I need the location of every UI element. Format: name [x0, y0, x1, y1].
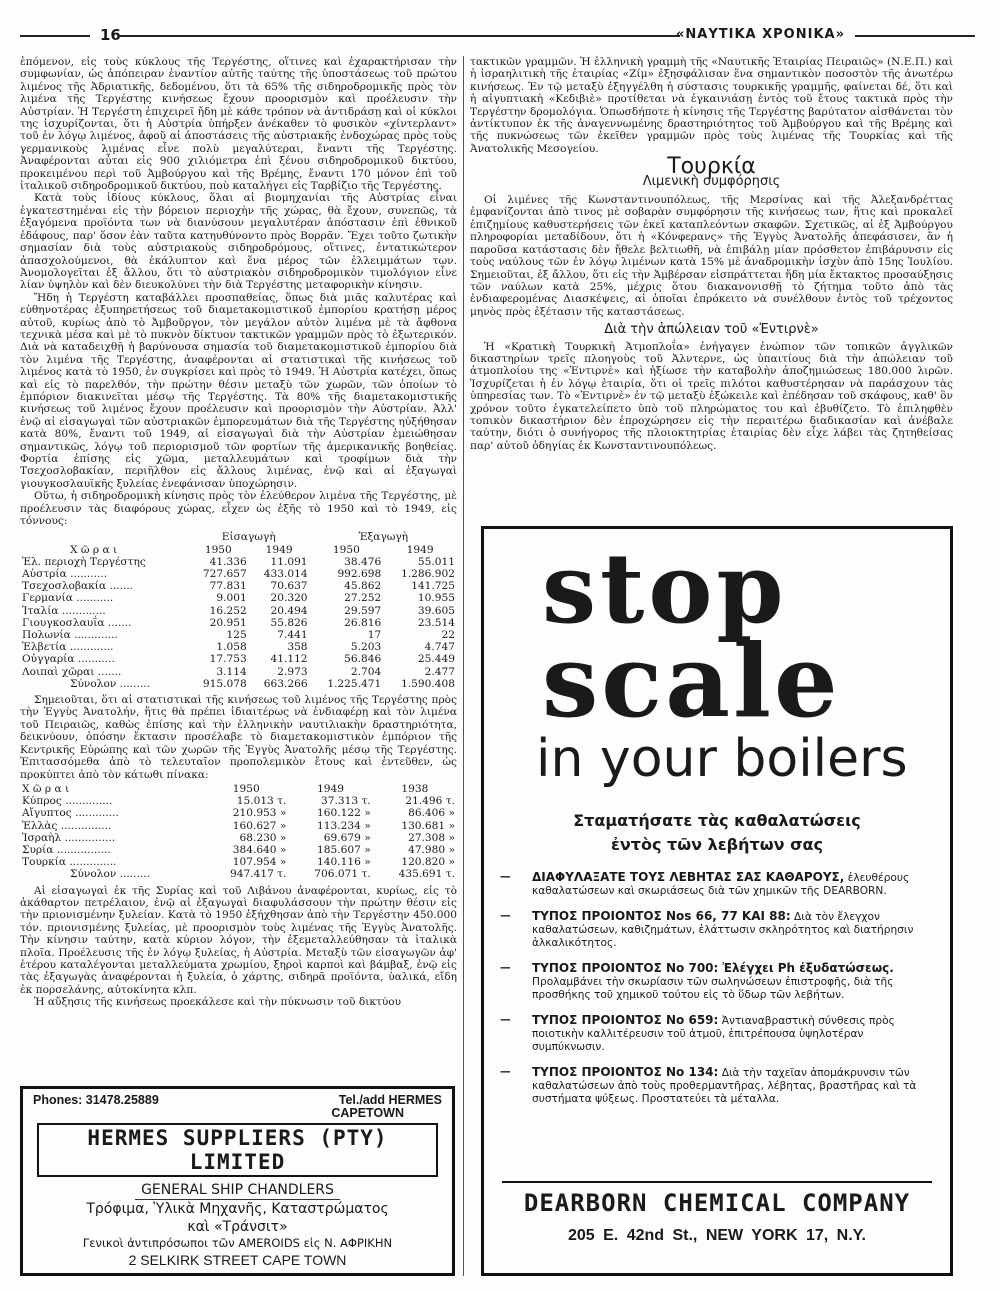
table-cell: 2.704: [350, 665, 382, 678]
header-rule-right: [855, 35, 975, 37]
near-east-table: [20, 783, 457, 881]
table-cell: 2.477: [424, 665, 455, 678]
item-body: ἐλευθέρους καθαλατώσεων καὶ σκωριάσεως διὰ τῶν χημικῶν τῆς DEARBORN.: [532, 872, 910, 897]
section-subheading: Διὰ τὴν ἀπώλειαν τοῦ «Ἐντιρνὲ»: [604, 322, 819, 338]
table-cell: 27.252: [344, 592, 382, 605]
table-cell: 727.657: [202, 568, 247, 581]
table-cell: 141.725: [411, 580, 455, 593]
table-cell: 20.951: [209, 616, 247, 629]
ad-company-block: [502, 1181, 932, 1245]
table-cell: Ἑλλὰς ...............: [22, 819, 112, 832]
item-body: Διὰ τὴν ταχεῖαν ἀπομάκρυνσιν τῶν καθαλατώσεων ἀπὸ τοὺς προθερμαντῆρας, λέβητας, βραστῆρας καὶ τὰ συστήματα ψύξεως. Προστατεύει τὰ μέταλλα.: [532, 1067, 917, 1105]
table-cell: 47.980 »: [408, 843, 455, 856]
table-row: [20, 653, 457, 665]
table-cell: 17: [367, 629, 382, 642]
table-cell: Σύνολον .........: [70, 868, 150, 881]
table-row: [20, 629, 457, 641]
table-cell: 7.441: [277, 629, 308, 642]
table-cell: Ἑλβετία .............: [22, 641, 114, 654]
table-cell: 20.320: [270, 592, 308, 605]
table-cell: 160.122 »: [317, 807, 371, 820]
year-header: 1950: [204, 543, 232, 556]
page-header: [20, 26, 975, 46]
paragraph: Ἡ «Κρατικὴ Τουρκικὴ Ἀτμοπλοΐα» ἐνήγαγεν ἐνώπιον τῶν τοπικῶν ἀγγλικῶν δικαστηρίων τρεῖς πλοηγοὺς τοῦ Ἀλντερνε, ὡς ὑπαιτίους διὰ τὴν ἀπώλειαν τοῦ ἀτμοπλοίου της «Ἐντιρνὲ» καὶ ἠξίωσε τὴν καταβολὴν ἀποζημιώσεως 180.000 λιρῶν. Ἰσχυρίζεται ἡ ἐν λόγῳ ἑταιρία, ὅτι οἱ τρεῖς πιλότοι καθυστέρησαν νὰ παράσχουν τὰς ὑπηρεσίας των. Τὸ «Ἐντιρνὲ» ἐν τῷ μεταξὺ ἐξώκειλε καὶ ἐπέδησαν τοῦ σκάφους, καθ' ὃν χρόνον τοῦτο ἐγκατελείπετο ὑπὸ τοῦ πληρώματος του καὶ ἐβυθίζετο. Τὸ ἐπιληφθὲν τοπικὸν δικαστήριον δὲν ἐπροχώρησεν εἰς τὴν περαιτέρω διαδικασίαν καὶ ἀνέβαλε ταύτην, διότι ὁ συνήγορος τῆς πλοιοκτητρίας ἑταιρίας δὲν εἶχε λάβει τὰς ζητηθείσας παρ' αὐτοῦ ὁδηγίας ἐκ Κωνσταντινουπόλεως.: [470, 340, 953, 452]
ad-phones: Phones: 31478.25889: [33, 1093, 159, 1107]
table-cell: Γιουγκοσλαυΐα .......: [22, 616, 132, 629]
ad-text: Γενικοὶ ἀντιπρόσωποι τῶν AMEROIDS εἰς Ν. ΑΦΡΙΚΗΝ: [82, 1236, 393, 1250]
table-cell: 86.406 »: [408, 807, 455, 820]
table-cell: 9.001: [216, 592, 247, 605]
ad-product-list: [500, 871, 928, 1118]
table-cell: 2.973: [277, 665, 308, 678]
table-cell: 27.308 »: [408, 831, 455, 844]
table-cell: 15.013 τ.: [236, 795, 287, 808]
rail-traffic-table: [20, 531, 457, 690]
header-rule-middle: [120, 35, 680, 37]
table-cell: 140.116 »: [317, 856, 371, 869]
column-divider: [463, 56, 464, 1276]
table-cell: 1.058: [216, 641, 247, 654]
table-cell: 37.313 τ.: [321, 795, 371, 808]
table-cell: 706.071 τ.: [314, 868, 371, 881]
paragraph: Οὕτω, ἡ σιδηροδρομικὴ κίνησις πρὸς τὸν ἐλεύθερον λιμένα τῆς Τεργέστης, μὲ προέλευσιν τὰς διαφόρους χώρας, εἶχεν ὡς ἑξῆς τὸ 1950 καὶ τὸ 1949, εἰς τόννους:: [20, 490, 457, 528]
table-cell: 16.252: [209, 604, 247, 617]
dash-mark: —: [500, 1014, 511, 1026]
column-header-import: Εἰσαγωγὴ: [221, 531, 276, 544]
ad-greek-line: Σταματήσατε τὰς καθαλατώσεις: [573, 811, 861, 830]
item-title: ΔΙΑΦΥΛΑΞΑΤΕ ΤΟΥΣ ΛΕΒΗΤΑΣ ΣΑΣ ΚΑΘΑΡΟΥΣ,: [532, 870, 845, 884]
table-cell: 384.640 »: [232, 843, 287, 856]
ad-headline-scale: scale: [542, 622, 841, 740]
year-header: 1949: [317, 782, 345, 795]
year-header: 1950: [332, 543, 360, 556]
table-row: [20, 832, 457, 844]
table-cell: 56.846: [344, 653, 382, 666]
table-cell: 38.476: [344, 555, 382, 568]
table-cell: 70.637: [270, 580, 308, 593]
table-cell: 3.114: [216, 665, 247, 678]
ad-company-name: HERMES SUPPLIERS (PTY) LIMITED: [37, 1123, 438, 1177]
table-cell: 435.691 τ.: [398, 868, 455, 881]
paragraph: Σημειοῦται, ὅτι αἱ στατιστικαὶ τῆς κινήσεως τοῦ λιμένος τῆς Τεργέστης πρὸς τὴν Ἐγγὺς Ἀνατολήν, ἥτις θὰ πρέπει ἰδιαιτέρως νὰ ἐνδιαφέρῃ καὶ τὸν λιμένα τοῦ Πειραιῶς, καθὼς ἐπίσης καὶ τὴν ἑλληνικὴν ναυτιλιακὴν δραστηριότητα, δεικνύουν, ὁπόσην ἔκτασιν προσέλαβε τὸ διαμετακομιστικὸν ἐμπόριον τῆς Κεντρικῆς Εὐρώπης καὶ τῶν χωρῶν τῆς Ἐγγὺς Ἀνατολῆς μέσῳ τῆς Τεργέστης. Ἐπιτασσόμεθα ἀπὸ τὸ τελευταῖον προπολεμικὸν ἔτους καὶ ἐντεῦθεν, ὡς προκύπτει ἀπὸ τὸν κάτωθι πίνακα:: [20, 694, 457, 781]
item-title: ΤΥΠΟΣ ΠΡΟΙΟΝΤΟΣ Νο 659:: [532, 1013, 719, 1027]
table-cell: 1.225.471: [327, 677, 382, 690]
table-cell: 26.816: [344, 616, 382, 629]
table-cell: 113.234 »: [317, 819, 371, 832]
paragraph: Ἡ αὔξησις τῆς κινήσεως προεκάλεσε καὶ τὴν πύκνωσιν τοῦ δικτύου: [34, 996, 402, 1009]
page-number: 16: [100, 26, 121, 44]
ad-contact-row: [23, 1089, 452, 1107]
table-cell: Πολωνία .............: [22, 629, 118, 642]
dash-mark: —: [500, 910, 511, 922]
ad-text: καὶ «Τράνσιτ»: [187, 1219, 288, 1235]
list-item: [500, 1066, 928, 1106]
ad-address: 2 SELKIRK STREET CAPE TOWN: [128, 1252, 347, 1268]
ad-address: 205 E. 42nd St., NEW YORK 17, N.Y.: [567, 1227, 866, 1244]
table-cell: 4.747: [424, 641, 455, 654]
section-subheading: Λιμενικὴ συμφόρησις: [642, 173, 781, 189]
item-body: Ἀντιαναβραστικὴ σύνθεσις πρὸς ποιοτικὴν καλλιτέρευσιν τοῦ ἀτμοῦ, ἐπιτρέπουσα ὑψηλοτέραν συμπύκνωσιν.: [532, 1015, 895, 1053]
list-item-text: [532, 871, 928, 898]
year-header: 1950: [232, 782, 260, 795]
table-cell: 45.862: [344, 580, 382, 593]
column-header-export: Ἐξαγωγὴ: [358, 531, 409, 544]
table-header-row: [20, 783, 457, 795]
table-row: [20, 605, 457, 617]
table-cell: 160.627 »: [232, 819, 287, 832]
table-cell: Ἰσραὴλ ...............: [22, 831, 116, 844]
table-cell: 77.831: [209, 580, 247, 593]
right-column: [470, 56, 953, 452]
table-cell: 29.597: [344, 604, 382, 617]
table-row: [20, 556, 457, 568]
section-heading: Τουρκία: [667, 154, 756, 180]
table-row: [20, 856, 457, 868]
ad-greek-line: ἐντὸς τῶν λεβήτων σας: [610, 835, 824, 854]
table-cell: Γερμανία ...........: [22, 592, 114, 605]
paragraph: Κατὰ τοὺς ἰδίους κύκλους, ὅλαι αἱ βιομηχανίαι τῆς Αὐστρίας εἶναι ἐγκατεστημέναι εἰς τὴν βόρειον περιοχὴν τῆς χώρας, θὰ ἔχουν, συνεπῶς, τὰ ἐξαγόμενα προϊόντα των νὰ διανύσουν μεγαλυτέραν ἀπόστασιν ἐπὶ ἐθνικοῦ ἐδάφους, παρ' ὅσον ἐὰν ταῦτα κατηυθύνοντο πρὸς Βορρᾶν. Ἔχει τοῦτο ζωτικὴν σημασίαν διὰ τοὺς αὐστριακοὺς σιδηροδρόμους, οἵτινες, ἐντατικώτερον ἀπασχολούμενοι, θὰ ἐκάλυπτον καὶ ἕνα μέρος τῶν ἐλλειμμάτων των. Ἀνομολογεῖται ἐξ ἄλλου, ὅτι τὸ αὐστριακὸν σιδηροδρομικὸν τιμολόγιον εἶνε λίαν ὑψηλὸν καὶ δὲν διευκολύνει τὴν διὰ Τεργέστης μεταφορικὴν κίνησιν.: [20, 192, 457, 292]
left-column: [20, 56, 457, 1009]
list-item-text: [532, 962, 928, 1002]
column-header-country: Χ ῶ ρ α ι: [70, 543, 118, 556]
list-item-text: [532, 910, 928, 950]
list-item-text: [532, 1014, 928, 1054]
table-cell: Αὐστρία ...........: [22, 568, 108, 581]
table-row: [20, 807, 457, 819]
table-cell: 1.590.408: [401, 677, 455, 690]
table-cell: 25.449: [417, 653, 455, 666]
item-title: ΤΥΠΟΣ ΠΡΟΙΟΝΤΟΣ Νο 700: Ἐλέγχει Ph ἐξυδατώσεως.: [532, 961, 894, 975]
table-total-row: [20, 868, 457, 880]
table-cell: Λοιπαὶ χῶραι .......: [22, 665, 122, 678]
table-cell: 120.820 »: [401, 856, 455, 869]
table-cell: 11.091: [270, 555, 308, 568]
table-row: [20, 568, 457, 580]
section-loss: [470, 324, 953, 336]
table-cell: 125: [226, 629, 247, 642]
table-cell: 185.607 »: [317, 843, 371, 856]
paragraph: Οἱ λιμένες τῆς Κωνσταντινουπόλεως, τῆς Μερσίνας καὶ τῆς Ἀλεξανδρέττας ἐμφανίζονται ἀπὸ τινος μὲ σοβαρὰν συμφόρησιν τῆς κινήσεως των, ἥτις καὶ προκαλεῖ ἐπιζημίους καθυστερήσεις τῶν ἐκεῖ καταπλεόντων σκαφῶν. Σχετικῶς, αἱ ἐξ Ἀμβούργου πληροφορίαι μεταδίδουν, ὅτι ἡ «Κόνφερανς» τῆς Ἐγγὺς Ἀνατολῆς ἀπεφάσισεν, ἂν ἡ παροῦσα κατάστασις δὲν ἤθελε βελτιωθῆ, νὰ ἐπιβάλῃ μίαν πρόσθετον ἐπιβάρυνσιν εἰς τοὺς ναύλους τῶν ἐν λόγῳ λιμένων κατὰ 15% μὲ ἀναδρομικὴν ἰσχὺν ἀπὸ 15ης Ἰουλίου. Σημειοῦται, ἐξ ἄλλου, ὅτι εἰς τὴν Ἀμβέρσαν εἰσπράττεται ἤδη μία ἔκτακτος προσαύξησις τῶν ναύλων κατὰ 25%, μέχρις ὅτου διακανονισθῇ τὸ ζήτημα τοῦτο ἀπὸ τὰς ἐνδιαφερομένας Διασκέψεις, αἱ ὁποῖαι ἐπρόκειτο νὰ συνέλθουν ἐντὸς τοῦ τρέχοντος μηνὸς πρὸς ἐξέτασιν τῆς καταστάσεως.: [470, 194, 953, 318]
table-row: [20, 820, 457, 832]
ad-text: Τρόφιμα, Ὑλικὰ Μηχανῆς, Καταστρώματος: [86, 1201, 389, 1217]
table-cell: Ἐλ. περιοχὴ Τεργέστης: [22, 555, 146, 568]
ad-cable-city: CAPETOWN: [331, 1106, 404, 1120]
table-cell: 22: [441, 629, 455, 642]
table-cell: 915.078: [202, 677, 247, 690]
table-cell: 663.266: [263, 677, 308, 690]
table-row: [20, 666, 457, 678]
ad-greek-headline: [484, 809, 950, 857]
table-cell: 992.698: [337, 568, 382, 581]
table-row: [20, 617, 457, 629]
table-cell: 5.203: [350, 641, 382, 654]
table-cell: 55.826: [270, 616, 308, 629]
table-cell: Αἴγυπτος .............: [22, 807, 119, 820]
hermes-advertisement: [20, 1086, 455, 1276]
table-cell: 107.954 »: [232, 856, 287, 869]
ad-tagline: GENERAL SHIP CHANDLERS: [135, 1181, 340, 1200]
ad-headline-stop: stop: [542, 532, 788, 645]
table-cell: Τουρκία ..............: [22, 856, 117, 869]
table-cell: 69.679 »: [323, 831, 371, 844]
dash-mark: —: [500, 962, 511, 974]
table-cell: 68.230 »: [239, 831, 287, 844]
magazine-title: «ΝΑΥΤΙΚΑ ΧΡΟΝΙΚΑ»: [676, 27, 845, 42]
table-cell: 210.953 »: [232, 807, 287, 820]
table-cell: 39.605: [417, 604, 455, 617]
table-cell: 358: [287, 641, 308, 654]
ad-cable-address: Tel./add HERMES: [338, 1093, 442, 1107]
table-row: [20, 641, 457, 653]
header-rule-left: [20, 35, 90, 37]
table-row: [20, 592, 457, 604]
year-header: 1938: [401, 782, 429, 795]
table-header-row: [20, 544, 457, 556]
list-item: [500, 962, 928, 1002]
table-cell: 947.417 τ.: [230, 868, 287, 881]
table-cell: 433.014: [263, 568, 308, 581]
table-cell: 1.286.902: [401, 568, 455, 581]
table-cell: 21.496 τ.: [405, 795, 455, 808]
table-cell: Κύπρος ..............: [22, 795, 113, 808]
section-turkey: [470, 154, 953, 189]
year-header: 1949: [406, 543, 434, 556]
paragraph: τακτικῶν γραμμῶν. Ἡ ἑλληνικὴ γραμμὴ τῆς «Ναυτικῆς Ἑταιρίας Πειραιῶς» (Ν.Ε.Π.) καὶ ἡ ἰσραηλιτικὴ τῆς ἑταιρίας «Ζίμ» ἐξησφάλισαν ἕνα σημαντικὸν ποσοστὸν τῆς ἀνωτέρω κινήσεως. Ἐν τῷ μεταξὺ ἐξηγγέλθη ἡ σύστασις τουρκικῆς γραμμῆς, φαίνεται δέ, ὅτι καὶ ἡ αἰγυπτιακὴ «Κεδιβιὲ» προτίθεται νὰ ἐγκαινιάσῃ ἐντὸς τοῦ ἔτους τακτικὰ πρὸς τὴν Τεργέστην δρομολόγια. Ὁπωσδήποτε ἡ κίνησις τῆς Τεργέστης βαρύτατον αἰσθάνεται τὸν ἀντίκτυπον ἐκ τῆς ἀναγεννωμένης δραστηριότητος τοῦ Ἀμβούργου καὶ τῆς Βρέμης καὶ τῆς πυκνώσεως τῶν ἐκεῖθεν γραμμῶν πρὸς τοὺς λιμένας τῆς Τουρκίας καὶ τῆς Ἀνατολικῆς Μεσογείου.: [470, 56, 953, 155]
table-cell: Οὐγγαρία ...........: [22, 653, 115, 666]
table-row: [20, 580, 457, 592]
list-item: [500, 910, 928, 950]
dash-mark: —: [500, 1066, 511, 1078]
dash-mark: —: [500, 871, 511, 883]
table-cell: Σύνολον .........: [70, 677, 150, 690]
item-body: Διὰ τὸν ἔλεγχον καθαλατώσεων, καθιζημάτων, ἐλάττωσιν σκληρότητος καὶ διατήρησιν ἀλκαλικότητος.: [532, 911, 914, 949]
item-body: Προλαμβάνει τὴν σκωρίασιν τῶν σωληνώσεων ἐπιστροφῆς, διὰ τῆς προσθήκης τοῦ χημικοῦ τούτου εἰς τὸ ὕδωρ τῶν λεβήτων.: [532, 976, 894, 1001]
dearborn-advertisement: [481, 526, 953, 1276]
ad-company-name: DEARBORN CHEMICAL COMPANY: [523, 1189, 911, 1217]
table-row: [20, 795, 457, 807]
table-cell: Τσεχοσλοβακία .......: [22, 580, 134, 593]
table-cell: Συρία ................: [22, 843, 111, 856]
paragraph: Αἱ εἰσαγωγαὶ ἐκ τῆς Συρίας καὶ τοῦ Λιβάνου ἀναφέρονται, κυρίως, εἰς τὸ ἀκάθαρτον πετρέλαιον, ἐνῷ αἱ ἐξαγωγαὶ διαφυλάσσουν τὴν πρώτην θέσιν εἰς τὴν πριονισμένην ξυλείαν. Κατὰ τὸ 1950 ἐξήχθησαν ἀπὸ τὴν Τεργέστην 450.000 τόν. πριονισμένης ξυλείας, μὲ προορισμὸν τοὺς λιμένας τῆς Ἐγγὺς Ἀνατολῆς. Τὴν κίνησιν ταύτην, κατὰ κύριον λόγον, τὴν ἐξεμεταλλεύθησαν τὰ ἰταλικὰ πλοῖα. Προέλευσις τῆς ἐν λόγῳ ξυλείας, ἡ Αὐστρία. Μεταξὺ τῶν εἰσαγωγῶν ἀφ' ἑτέρου καταλέγονται μεταλλεύματα χρωμίου, ξηροὶ καρποὶ καὶ βάμβαξ, ἐνῷ εἰς τὰς ἐξαγωγὰς ἀναφέρονται ἡ ξυλεία, ὁ χάρτης, σιδηρᾶ προϊόντα, ὑαλικά, εἴδη ἐκ πορσελάνης, αὐτοκίνητα κλπ.: [20, 884, 457, 996]
table-total-row: [20, 678, 457, 690]
list-item-text: [532, 1066, 928, 1106]
paragraph: ἑπόμενον, εἰς τοὺς κύκλους τῆς Τεργέστης, οἵτινες καὶ ἐχαρακτήρισαν τὴν συμφωνίαν, ὡς ἀπόπειραν ἐναντίον αὐτῆς ταύτης τῆς ὑποστάσεως τοῦ πρώτου λιμένος τῆς Ἀδριατικῆς, δεδομένου, ὅτι τὰ 65% τῆς σιδηροδρομικῆς πρὸς τὸν λιμένα τῆς Τεργέστης κινήσεως ἔχουν προορισμὸν καὶ προέλευσιν τὴν Αὐστρίαν. Ἡ Τεργέστη ἐπιχειρεῖ ἤδη μὲ κάθε τρόπον νὰ ἀντιδράσῃ καὶ οἱ κύκλοι της ἰσχυρίζονται, ὅτι ἡ Αὐστρία ὑπήρξεν ἀνέκαθεν τὸ φυσικὸν «χίντερλαντ» τοῦ ἐν λόγῳ λιμένος, ἀφοῦ αἱ ἀποστάσεις τῆς αὐστριακῆς ἐνδοχώρας πρὸς τοὺς γερμανικοὺς λιμένας εἶνε πολὺ μεγαλύτεραι, ἔναντι τῆς Τεργέστης. Ἀναφέρονται αὗται εἰς 900 χιλιόμετρα ἐπὶ ξένου σιδηροδρομικοῦ δικτύου, προκειμένου περὶ τοῦ Ἀμβούργου καὶ τῆς Βρέμης, ἔναντι 170 μόνον ἐπὶ τοῦ ἰταλικοῦ σιδηροδρομικοῦ δικτύου, ποὺ καταλήγει εἰς Ταρβίζιο τῆς Τεργέστης.: [20, 56, 457, 193]
table-cell: 41.336: [209, 555, 247, 568]
table-cell: 17.753: [209, 653, 247, 666]
paragraph: Ἤδη ἡ Τεργέστη καταβάλλει προσπαθείας, ὅπως διὰ μιᾶς καλυτέρας καὶ εὐθηνοτέρας ἐξυπηρετήσεως τοῦ διαμετακομιστικοῦ ἐμπορίου κρατήσῃ μέρος αὐτοῦ, κυρίως ἀπὸ τὸ Ἀμβοῦργον, τὸν μεγάλον αὐτὸν λιμένα μὲ τὰ ἄφθονα τεχνικὰ μέσα καὶ μὲ τὸ πυκνὸν δίκτυον τακτικῶν γραμμῶν πρὸς τὸ ἐξωτερικόν. Διὰ νὰ καταδειχθῇ ἡ βαρύνουσα σημασία τοῦ διαμετακομιστικοῦ ἐμπορίου διὰ τὸν λιμένα τῆς Τεργέστης, ἀναφέρονται αἱ στατιστικαὶ τῆς κινήσεως τοῦ λιμένος κατὰ τὸ 1950, ἐν συγκρίσει καὶ πρὸς τὸ 1949. Ἡ Αὐστρία κατέχει, ὅπως καὶ εἰς τὸ παρελθόν, τὴν πρώτην θέσιν μεταξὺ τῶν χωρῶν, τῶν ὁποίων τὸ ἐμπόριον διακινεῖται μέσῳ τῆς Τεργέστης. Τὰ 80% τῆς διαμετακομιστικῆς κινήσεως τοῦ λιμένος ἔχουν προέλευσιν καὶ προορισμὸν τὴν Αὐστρίαν. Ἀλλ' ἐνῷ αἱ εἰσαγωγαὶ τῶν αὐστριακῶν ἐμπορευμάτων διὰ τῆς Τεργέστης ηὐξήθησαν κατὰ 80%, ἔναντι τοῦ 1949, αἱ εἰσαγωγαὶ διὰ τὴν Αὐστρίαν ἐμειώθησαν σημαντικῶς, λόγῳ τοῦ περιορισμοῦ τῶν φορτίων τῆς ἀμερικανικῆς βοηθείας. Φορτία ἐπίσης εἰς χῶμα, μεταλλευμάτων καὶ τροφίμων διὰ τὴν Τσεχοσλοβακίαν, περιῆλθον εἰς ἄλλους λιμένας, ἐνῷ καὶ αἱ ἐξαγωγαὶ γιουγκοσλαυϊκῆς ξυλείας ἐνεφάνισαν ὑποχώρησιν.: [20, 291, 457, 490]
table-cell: 20.494: [270, 604, 308, 617]
year-header: 1949: [265, 543, 293, 556]
ad-headline-boilers: in your boilers: [536, 729, 908, 789]
column-header-country: Χ ῶ ρ α ι: [22, 782, 70, 795]
table-cell: 41.112: [270, 653, 308, 666]
table-cell: 10.955: [417, 592, 455, 605]
list-item: [500, 871, 928, 898]
list-item: [500, 1014, 928, 1054]
table-row: [20, 844, 457, 856]
table-cell: 130.681 »: [401, 819, 455, 832]
item-title: ΤΥΠΟΣ ΠΡΟΙΟΝΤΟΣ Nos 66, 77 ΚΑΙ 88:: [532, 909, 791, 923]
item-title: ΤΥΠΟΣ ΠΡΟΙΟΝΤΟΣ Νο 134:: [532, 1065, 719, 1079]
table-cell: Ἰταλία .............: [22, 604, 106, 617]
table-header-row: [20, 531, 457, 543]
table-cell: 55.011: [417, 555, 455, 568]
table-cell: 23.514: [417, 616, 455, 629]
